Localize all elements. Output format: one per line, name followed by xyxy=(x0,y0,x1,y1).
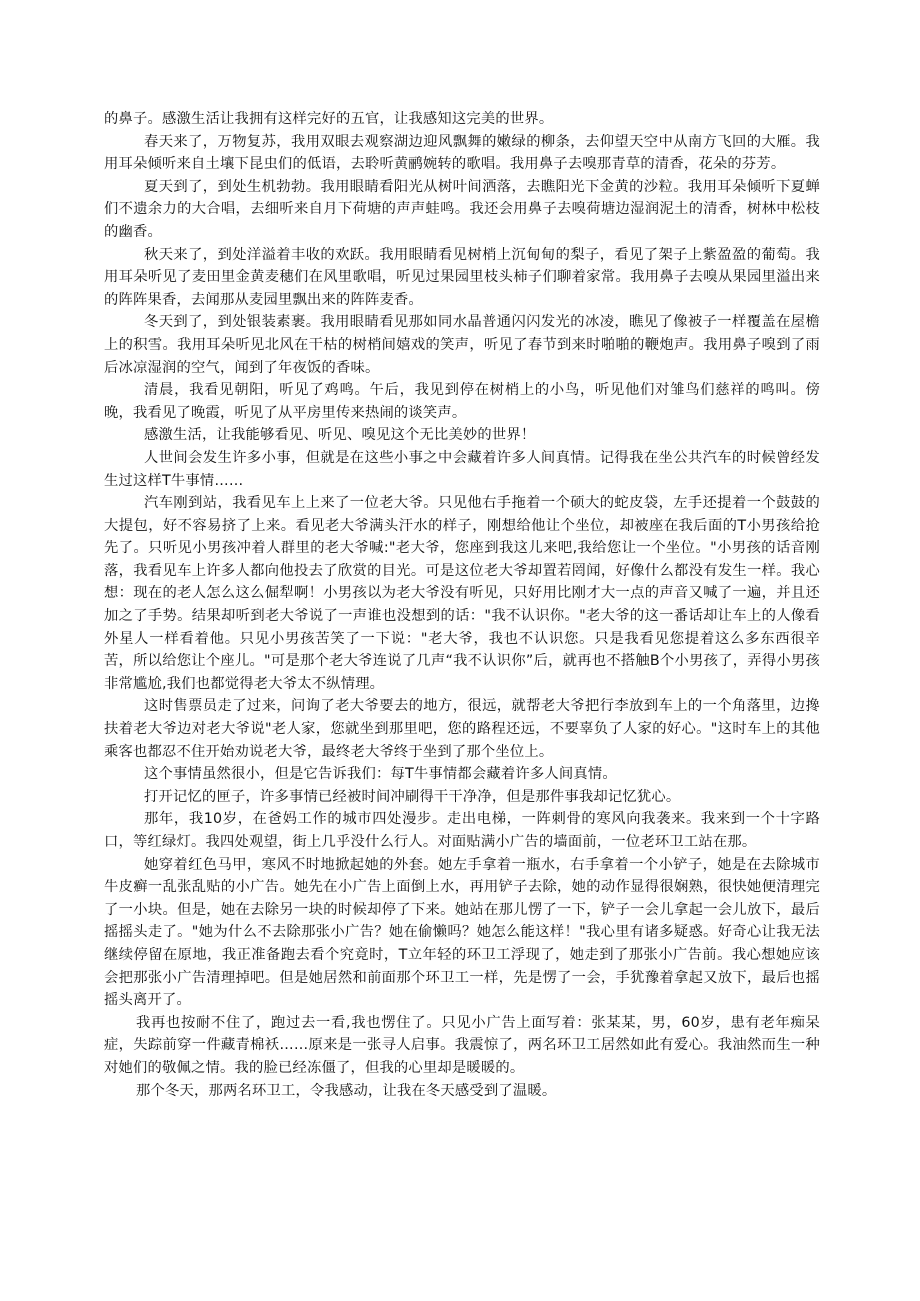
paragraph: 那个冬天，那两名环卫工，令我感动，让我在冬天感受到了温暖。 xyxy=(136,1082,557,1099)
paragraph: 这时售票员走了过来，问询了老大爷要去的地方，很远，就帮老大爷把行李放到车上的一个角落里，边搀扶着老大爷边对老大爷说"老人家，您就坐到那里吧，您的路程还远，不要辜负了人家的好心。"这时车上的其他乘客也都忍不住开始劝说老大爷，最终老大爷终于坐到了那个坐位上。 xyxy=(104,698,820,760)
paragraph: 春天来了，万物复苏，我用双眼去观察湖边迎风飘舞的嫩绿的柳条，去仰望天空中从南方飞回的大雁。我用耳朵倾听来自土壤下昆虫们的低语，去聆听黄鹂婉转的歌唱。我用鼻子去嗅那青草的清香，花朵的芬芳。 xyxy=(104,133,820,173)
paragraph: 她穿着红色马甲，寒风不时地掀起她的外套。她左手拿着一瓶水，右手拿着一个小铲子，她是在去除城市牛皮癣一乱张乱贴的小广告。她先在小广告上面倒上水，再用铲子去除，她的动作显得很娴熟，很快她便清理完了一小块。但是，她在去除另一块的时候却停了下来。她站在那儿愣了一下，铲子一会儿拿起一会儿放下，最后摇摇头走了。"她为什么不去除那张小广告？她在偷懒吗？她怎么能这样！"我心里有诸多疑惑。好奇心让我无法继续停留在原地，我正准备跑去看个究竟时，T立年轻的环卫工浮现了，她走到了那张小广告前。我心想她应该会把那张小广告清理掉吧。但是她居然和前面那个环卫工一样，先是愣了一会，手犹豫着拿起又放下，最后也摇摇头离开了。 xyxy=(104,856,820,1009)
paragraph: 人世间会发生许多小事，但就是在这些小事之中会藏着许多人间真情。记得我在坐公共汽车的时候曾经发生过这样T牛事情…… xyxy=(104,449,820,489)
paragraph: 打开记忆的匣子，许多事情已经被时间冲刷得干干净净，但是那件事我却记忆犹心。 xyxy=(144,788,681,805)
paragraph: 那年，我10岁，在爸妈工作的城市四处漫步。走出电梯，一阵刺骨的寒风向我袭来。我来到一个十字路口，等红绿灯。我四处观望，街上几乎没什么行人。对面贴满小广告的墙面前，一位老环卫工站在那。 xyxy=(104,811,820,850)
paragraph: 夏天到了，到处生机勃勃。我用眼睛看阳光从树叶间洒落，去瞧阳光下金黄的沙粒。我用耳朵倾听下夏蝉们不遗余力的大合唱，去细听来自月下荷塘的声声蛙鸣。我还会用鼻子去嗅荷塘边湿润泥土的清香，树林中松枝的幽香。 xyxy=(104,178,820,240)
paragraph: 秋天来了，到处洋溢着丰收的欢跃。我用眼睛看见树梢上沉甸甸的梨子，看见了架子上紫盈盈的葡萄。我用耳朵听见了麦田里金黄麦穗们在风里歌唱，听见过果园里枝头柿子们聊着家常。我用鼻子去嗅从果园里溢出来的阵阵果香，去闻那从麦园里飘出来的阵阵麦香。 xyxy=(104,246,820,308)
paragraph: 感激生活，让我能够看见、听见、嗅见这个无比美妙的世界！ xyxy=(144,427,536,444)
paragraph: 这个事情虽然很小，但是它告诉我们：每T牛事情都会藏着许多人间真情。 xyxy=(144,766,617,783)
paragraph: 的鼻子。感激生活让我拥有这样完好的五官，让我感知这完美的世界。 xyxy=(104,111,554,127)
paragraph: 清晨，我看见朝阳，听见了鸡鸣。午后，我见到停在树梢上的小鸟，听见他们对雏鸟们慈祥的鸣叫。傍晚，我看见了晚霞，听见了从平房里传来热闹的谈笑声。 xyxy=(104,382,820,421)
paragraph: 冬天到了，到处银装素裹。我用眼睛看见那如同水晶普通闪闪发光的冰凌，瞧见了像被子一样覆盖在屋檐上的积雪。我用耳朵听见北风在干枯的树梢间嬉戏的笑声，听见了春节到来时啪啪的鞭炮声。我用鼻子嗅到了雨后冰凉湿润的空气，闻到了年夜饭的香味。 xyxy=(104,314,820,376)
paragraph: 我再也按耐不住了，跑过去一看,我也愣住了。只见小广告上面写着：张某某，男，60岁，患有老年痴呆症，失踪前穿一件藏青棉袄……原来是一张寻人启事。我震惊了，两名环卫工居然如此有爱心。我油然而生一种对她们的敬佩之情。我的脸已经冻僵了，但我的心里却是暖暖的。 xyxy=(104,1014,820,1076)
paragraph: 汽车刚到站，我看见车上上来了一位老大爷。只见他右手拖着一个硕大的蛇皮袋，左手还提着一个鼓鼓的大提包，好不容易挤了上来。看见老大爷满头汗水的样子，刚想给他让个坐位，却被座在我后面的T小男孩给抢先了。只听见小男孩冲着人群里的老大爷喊:"老大爷，您座到我这儿来吧,我给您让一个坐位。"小男孩的话音刚落，我看见车上许多人都向他投去了欣赏的目光。可是这位老大爷却置若罔闻，好像什么都没有发生一样。我心想：现在的老人怎么这么倔犁啊！小男孩以为老大爷没有听见，只好用比刚才大一点的声音又喊了一遍，并且还加之了手势。结果却听到老大爷说了一声谁也没想到的话："我不认识你。"老大爷的这一番话却让车上的人像看外星人一样看着他。只见小男孩苦笑了一下说："老大爷，我也不认识您。只是我看见您提着这么多东西很辛苦，所以给您让个座儿。"可是那个老大爷连说了几声“我不认识你”后，就再也不搭触B个小男孩了，弄得小男孩非常尴尬,我们也都觉得老大爷太不纵情理。 xyxy=(104,495,820,692)
document-body xyxy=(104,108,820,1102)
